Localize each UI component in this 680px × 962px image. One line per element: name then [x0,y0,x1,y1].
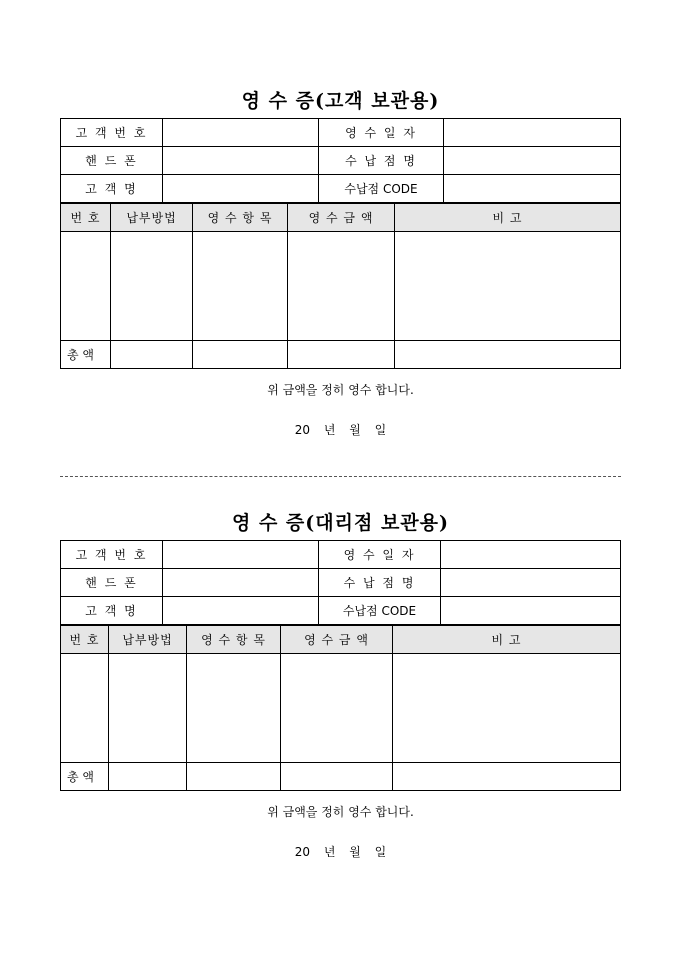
receipt-date-label: 영 수 일 자 [319,119,444,147]
phone-label: 핸 드 폰 [61,569,163,597]
column-payment-method: 납부방법 [111,204,193,232]
customer-no-label: 고 객 번 호 [61,541,163,569]
store-code-label: 수납점 CODE [319,175,444,203]
store-name-field[interactable] [441,569,621,597]
store-name-field[interactable] [444,147,621,175]
note-cell[interactable] [393,654,621,763]
receipt-title: 영 수 증(고객 보관용) [241,90,440,112]
total-note-cell[interactable] [395,341,621,369]
store-name-label: 수 납 점 명 [319,569,441,597]
store-name-label: 수 납 점 명 [319,147,444,175]
phone-field[interactable] [163,569,319,597]
receipt-items-table [60,625,621,791]
customer-name-label: 고 객 명 [61,175,163,203]
customer-name-field[interactable] [163,597,319,625]
column-number: 번 호 [61,204,111,232]
total-item-cell[interactable] [187,763,281,791]
confirmation-text: 위 금액을 정히 영수 합니다. [267,383,414,397]
total-payment-cell[interactable] [111,341,193,369]
customer-no-label: 고 객 번 호 [61,119,163,147]
total-note-cell[interactable] [393,763,621,791]
receipt-item-cell[interactable] [193,232,288,341]
receipt-amount-cell[interactable] [288,232,395,341]
column-receipt-amount: 영 수 금 액 [288,204,395,232]
store-code-field[interactable] [441,597,621,625]
receipt-date-field[interactable] [444,119,621,147]
confirmation-text: 위 금액을 정히 영수 합니다. [267,805,414,819]
total-amount-cell[interactable] [288,341,395,369]
date-line: 20 년 월 일 [294,423,387,437]
column-note: 비 고 [393,626,621,654]
phone-field[interactable] [163,147,319,175]
store-code-label: 수납점 CODE [319,597,441,625]
total-item-cell[interactable] [193,341,288,369]
column-note: 비 고 [395,204,621,232]
store-code-field[interactable] [444,175,621,203]
note-cell[interactable] [395,232,621,341]
date-line: 20 년 월 일 [294,845,387,859]
customer-no-field[interactable] [163,541,319,569]
cut-line [60,476,621,477]
receipt-info-table [60,540,621,625]
number-cell[interactable] [61,232,111,341]
receipt-amount-cell[interactable] [281,654,393,763]
customer-no-field[interactable] [163,119,319,147]
column-receipt-amount: 영 수 금 액 [281,626,393,654]
receipt-customer-copy [60,86,621,437]
total-label: 총 액 [61,341,111,369]
receipt-item-cell[interactable] [187,654,281,763]
column-number: 번 호 [61,626,109,654]
payment-method-cell[interactable] [109,654,187,763]
receipt-agency-copy [60,508,621,859]
customer-name-field[interactable] [163,175,319,203]
column-receipt-item: 영 수 항 목 [187,626,281,654]
number-cell[interactable] [61,654,109,763]
payment-method-cell[interactable] [111,232,193,341]
total-amount-cell[interactable] [281,763,393,791]
total-payment-cell[interactable] [109,763,187,791]
receipt-items-table [60,203,621,369]
receipt-info-table [60,118,621,203]
total-label: 총 액 [61,763,109,791]
receipt-title: 영 수 증(대리점 보관용) [231,512,449,534]
customer-name-label: 고 객 명 [61,597,163,625]
column-payment-method: 납부방법 [109,626,187,654]
phone-label: 핸 드 폰 [61,147,163,175]
column-receipt-item: 영 수 항 목 [193,204,288,232]
receipt-date-field[interactable] [441,541,621,569]
receipt-date-label: 영 수 일 자 [319,541,441,569]
